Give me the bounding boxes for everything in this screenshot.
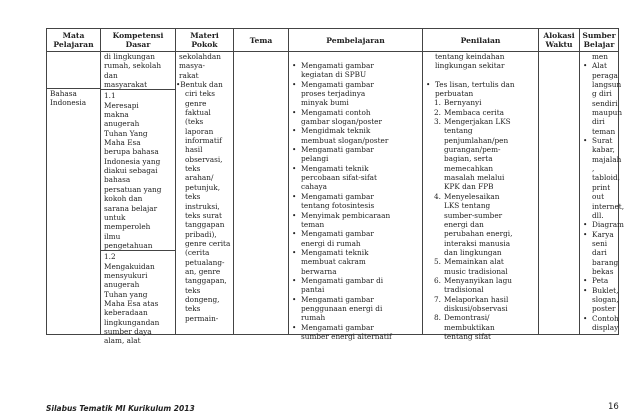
header-mata-pelajaran: Mata Pelajaran <box>47 29 101 52</box>
sumber-line: langsun <box>592 80 622 90</box>
pembelajaran-item <box>292 145 419 164</box>
mapel-line: Bahasa <box>50 89 77 98</box>
sumber-line: tabloid, <box>592 173 621 183</box>
pembelajaran-line: proses terjadinya <box>301 89 366 99</box>
item-number: 8. <box>434 313 441 323</box>
kd-line: berupa bahasa <box>104 147 159 157</box>
cell-tema <box>234 52 289 335</box>
sumber-line: out <box>592 192 605 202</box>
materi-line: tanggapan, <box>185 276 227 286</box>
kd-line: Tuhan Yang <box>104 128 148 138</box>
materi-line: instruksi, <box>185 201 220 211</box>
pembelajaran-line: percobaan sifat-sifat <box>301 173 377 183</box>
sumber-line: majalah <box>592 154 622 164</box>
pembelajaran-line: penggunaan energi di <box>301 303 383 313</box>
mapel-line: Indonesia <box>50 98 87 108</box>
sumber-line: internet, <box>592 201 625 211</box>
item-text: Bernyanyi <box>444 98 482 108</box>
sumber-line: display <box>592 322 619 332</box>
item-text: Melaporkan hasil <box>444 294 509 304</box>
penilaian-item <box>426 276 535 295</box>
materi-line: hasil <box>185 145 203 155</box>
sumber-line: , <box>592 164 595 174</box>
materi-line: (teks <box>185 117 204 127</box>
kd-line: lingkungandan <box>104 317 160 327</box>
pembelajaran-line: • Mengidmak teknik <box>292 126 419 135</box>
penilaian-numbered-line <box>434 117 535 126</box>
sumber-line: maupun <box>592 108 623 118</box>
kd-line: keberadaan <box>104 308 148 318</box>
materi-line: an, genre <box>185 266 221 276</box>
pembelajaran-line: tentang fotosintesis <box>301 201 375 211</box>
materi-line: teks <box>185 164 201 174</box>
penilaian-numbered-line <box>434 98 535 107</box>
materi-line: masya- <box>179 61 205 71</box>
item-number: 4. <box>434 191 441 201</box>
sumber-line: • Diagram <box>583 220 615 229</box>
materi-line: petunjuk, <box>185 182 221 192</box>
sumber-line: poster <box>592 304 616 314</box>
penilaian-line: tentang keindahan <box>435 52 505 61</box>
penilaian-item <box>426 108 535 117</box>
item-text: Mengerjakan LKS <box>444 117 511 127</box>
materi-line: dongeng, <box>185 294 220 304</box>
kd-line: untuk <box>104 212 126 222</box>
pembelajaran-line: membuat slogan/poster <box>301 135 389 145</box>
pembelajaran-line: pelangi <box>301 154 329 164</box>
penilaian-line: gurangan/pem- <box>444 145 501 155</box>
penilaian-numbered-line <box>434 257 535 266</box>
kd-line: Maha Esa <box>104 138 141 148</box>
penilaian-item <box>426 117 535 192</box>
materi-line: teks <box>185 304 201 314</box>
pembelajaran-item <box>292 229 419 248</box>
kd-line: 1.1 <box>104 91 116 101</box>
item-text: Demontrasi/ <box>444 313 490 323</box>
cell-sumber-belajar <box>580 52 625 335</box>
penilaian-line: • Tes lisan, tertulis dan <box>426 80 535 89</box>
header-tema: Tema <box>234 29 289 52</box>
sumber-line: • Surat <box>583 136 615 145</box>
pembelajaran-line: cahaya <box>301 182 327 192</box>
pembelajaran-line: • Mengamati gambar <box>292 145 419 154</box>
header-pembelajaran: Pembelajaran <box>289 29 423 52</box>
cell-penilaian <box>423 52 539 341</box>
sumber-item <box>583 220 624 230</box>
pembelajaran-line: • Mengamati teknik <box>292 248 419 257</box>
penilaian-line: masalah melalui <box>444 173 505 183</box>
materi-line: arahan/ <box>185 173 214 183</box>
cell-pembelajaran <box>289 52 423 341</box>
kd-line: Maha Esa atas <box>104 298 159 308</box>
penilaian-line: music tradisional <box>444 266 508 276</box>
penilaian-line: sumber-sumber <box>444 210 503 220</box>
materi-line: teks <box>185 285 201 295</box>
sumber-line: dll. <box>592 210 604 220</box>
spacer <box>426 71 535 80</box>
pembelajaran-item <box>292 276 419 295</box>
kd-line: Meresapi <box>104 100 139 110</box>
penilaian-line: memecahkan <box>444 163 494 173</box>
materi-line: pribadi), <box>185 229 217 239</box>
sumber-line: slogan, <box>592 294 619 304</box>
kd-line: alam, alat <box>104 336 141 346</box>
sumber-line: dari <box>592 248 607 258</box>
penilaian-line: penjumlahan/pen <box>444 135 509 145</box>
sumber-item <box>583 136 625 220</box>
materi-line: informatif <box>185 136 222 146</box>
penilaian-line: dan lingkungan <box>444 247 502 257</box>
header-penilaian: Penilaian <box>423 29 539 52</box>
kd-line: persatuan yang <box>104 184 162 194</box>
kd-line: mensyukuri <box>104 270 148 280</box>
kd-line: 1.2 <box>104 252 116 262</box>
pembelajaran-item <box>292 61 419 80</box>
materi-line: genre cerita <box>185 238 231 248</box>
kd-line: sumber daya <box>104 326 152 336</box>
pembelajaran-line: kegiatan di SPBU <box>301 70 367 80</box>
penilaian-line: LKS tentang <box>444 201 491 211</box>
penilaian-item <box>426 313 535 341</box>
content-row <box>47 52 619 335</box>
kd-line: sarana belajar <box>104 203 158 213</box>
pembelajaran-item <box>292 80 419 108</box>
sumber-item <box>583 313 619 333</box>
materi-line: faktual <box>185 108 211 118</box>
kd-line: makna <box>104 110 129 120</box>
penilaian-line: membuktikan <box>444 322 495 332</box>
materi-line: ciri teks <box>185 89 215 99</box>
header-kompetensi-dasar: Kompetensi Dasar <box>101 29 176 52</box>
pembelajaran-line: • Mengamati gambar <box>292 61 419 70</box>
item-number: 1. <box>434 98 441 108</box>
kd-line: Indonesia yang <box>104 156 161 166</box>
sumber-line: g diri <box>592 89 612 99</box>
materi-line: laporan <box>185 126 214 136</box>
sumber-line: • Alat <box>583 61 615 70</box>
materi-line: teks <box>185 192 201 202</box>
materi-line: •Bentuk dan <box>176 80 223 90</box>
item-text: Membaca cerita <box>444 107 504 117</box>
penilaian-line: interaksi manusia <box>444 238 511 248</box>
pembelajaran-line: membuat cakram <box>301 257 366 267</box>
sumber-line: print <box>592 182 611 192</box>
materi-line: rakat <box>179 70 199 80</box>
kd-line: rumah, sekolah <box>104 61 162 71</box>
pembelajaran-item <box>292 164 419 192</box>
kd-line: di lingkungan <box>104 52 155 61</box>
kd-line: bahasa <box>104 175 131 185</box>
sumber-line: kabar, <box>592 145 615 155</box>
kd-line: Tuhan yang <box>104 289 148 299</box>
header-row <box>47 29 619 52</box>
materi-line: (cerita <box>185 248 210 258</box>
kd-1-2 <box>101 250 175 345</box>
pembelajaran-line: • Mengamati teknik <box>292 164 419 173</box>
pembelajaran-line: berwarna <box>301 266 337 276</box>
sumber-line: teman <box>592 126 616 136</box>
kd-line: dan <box>104 70 118 80</box>
penilaian-line: tentang sifat <box>444 331 491 341</box>
pembelajaran-item <box>292 108 419 127</box>
kd-line: kokoh dan <box>104 194 143 204</box>
pembelajaran-line: • Mengamati gambar <box>292 192 419 201</box>
penilaian-line: perubahan energi, <box>444 229 513 239</box>
pembelajaran-line: • Mengamati gambar <box>292 323 419 332</box>
item-text: Menyanyikan lagu <box>444 275 512 285</box>
penilaian-line: diskusi/observasi <box>444 303 508 313</box>
penilaian-item <box>426 98 535 107</box>
materi-line: genre <box>185 98 207 108</box>
header-sumber-belajar: Sumber Belajar <box>580 29 619 52</box>
penilaian-numbered-line <box>434 295 535 304</box>
penilaian-line: lingkungan sekitar <box>435 61 505 71</box>
sumber-line: men <box>592 52 608 61</box>
pembelajaran-item <box>292 323 419 342</box>
cell-kompetensi-dasar <box>101 52 176 346</box>
pembelajaran-line: minyak bumi <box>301 98 349 108</box>
header-materi-pokok: Materi Pokok <box>176 29 234 52</box>
materi-line: teks surat <box>185 210 222 220</box>
item-number: 3. <box>434 117 441 127</box>
kd-line: Mengakuidan <box>104 261 155 271</box>
materi-line: tanggapan <box>185 220 225 230</box>
penilaian-line: energi dan <box>444 219 484 229</box>
spacer <box>292 52 419 61</box>
kd-line: ilmu <box>104 231 121 241</box>
materi-line: sekolahdan <box>179 52 221 61</box>
kd-line: pengetahuan <box>104 240 153 250</box>
kd-line: memperoleh <box>104 222 151 232</box>
sumber-line: bekas <box>592 266 614 276</box>
syllabus-table <box>46 28 625 346</box>
item-number: 7. <box>434 294 441 304</box>
penilaian-line: bagian, serta <box>444 154 493 164</box>
cell-alokasi-waktu <box>539 52 580 335</box>
item-number: 2. <box>434 107 441 117</box>
penilaian-item <box>426 257 535 276</box>
sumber-line: • Karya <box>583 230 615 239</box>
materi-line: petualang- <box>185 257 225 267</box>
kd-line: anugerah <box>104 119 140 129</box>
penilaian-numbered-line <box>434 192 535 201</box>
penilaian-numbered-line <box>434 313 535 322</box>
page-number: 16 <box>608 402 619 412</box>
kd-line: masyarakat <box>104 80 148 90</box>
pembelajaran-line: pantai <box>301 285 325 295</box>
sumber-item <box>583 229 619 277</box>
kd-line: diakui sebagai <box>104 166 158 176</box>
sumber-line: seni <box>592 238 608 248</box>
item-number: 6. <box>434 275 441 285</box>
pembelajaran-line: • Mengamati gambar <box>292 295 419 304</box>
pembelajaran-line: gambar slogan/poster <box>301 117 382 127</box>
sumber-line: • Contoh <box>583 314 615 323</box>
pembelajaran-line: teman <box>301 219 325 229</box>
footer-title: Silabus Tematik MI Kurikulum 2013 <box>46 404 195 413</box>
pembelajaran-line: • Mengamati contoh <box>292 108 419 117</box>
pembelajaran-line: rumah <box>301 313 326 323</box>
sumber-line: barang <box>592 257 619 267</box>
penilaian-line: tradisional <box>444 285 484 295</box>
pembelajaran-line: • Mengamati gambar <box>292 80 419 89</box>
sumber-item <box>583 285 619 314</box>
kd-1-1 <box>101 89 175 250</box>
pembelajaran-item <box>292 126 419 145</box>
header-alokasi-waktu: Alokasi Waktu <box>539 29 580 52</box>
penilaian-item <box>426 295 535 314</box>
pembelajaran-item <box>292 248 419 276</box>
pembelajaran-item <box>292 192 419 211</box>
sumber-line: diri <box>592 117 605 127</box>
sumber-item <box>583 61 623 136</box>
item-text: Memainkan alat <box>444 257 504 267</box>
penilaian-line: KPK dan FPB <box>444 182 494 192</box>
penilaian-numbered-line <box>434 276 535 285</box>
sumber-line: • Peta <box>583 276 615 285</box>
pembelajaran-line: • Menyimak pembicaraan <box>292 211 419 220</box>
penilaian-item <box>426 192 535 257</box>
sumber-item <box>583 276 615 285</box>
materi-line: observasi, <box>185 154 223 164</box>
penilaian-line: tentang <box>444 126 473 136</box>
item-text: Menyelesaikan <box>444 191 500 201</box>
penilaian-numbered-line <box>434 108 535 117</box>
pembelajaran-item <box>292 211 419 230</box>
sumber-line: sendiri <box>592 98 618 108</box>
materi-line: permain- <box>185 313 219 323</box>
pembelajaran-line: energi di rumah <box>301 238 361 248</box>
cell-mata-pelajaran <box>47 52 101 335</box>
sumber-line: peraga <box>592 70 618 80</box>
sumber-line: • Buklet, <box>583 286 615 295</box>
pembelajaran-line: • Mengamati gambar <box>292 229 419 238</box>
pembelajaran-line: sumber energi alternatif <box>301 331 392 341</box>
item-number: 5. <box>434 257 441 267</box>
cell-materi-pokok <box>176 52 234 335</box>
pembelajaran-item <box>292 295 419 323</box>
pembelajaran-line: • Mengamati gambar di <box>292 276 419 285</box>
kd-line: anugerah <box>104 280 140 290</box>
penilaian-line: perbuatan <box>435 89 474 99</box>
